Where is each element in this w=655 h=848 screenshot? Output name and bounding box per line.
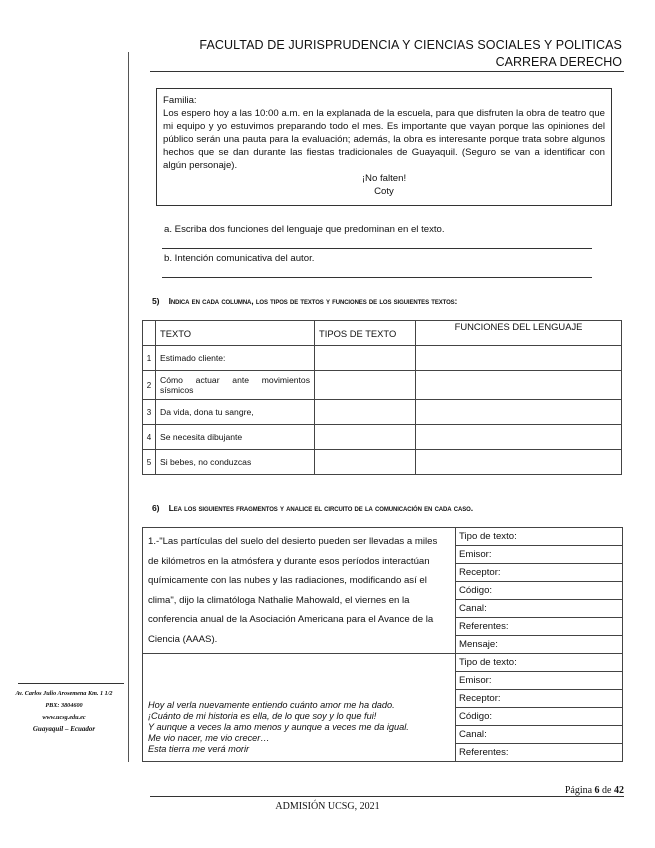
- label-referentes[interactable]: Referentes:: [456, 618, 623, 636]
- page-number: [565, 785, 624, 796]
- table-row: [143, 400, 622, 425]
- table-row: [143, 654, 623, 672]
- question-b: b. Intención comunicativa del autor.: [164, 253, 315, 264]
- label-codigo[interactable]: Código:: [456, 708, 623, 726]
- sidebar-address: Av. Carlos Julio Arosemena Km. 1 1/2: [15, 690, 113, 697]
- poem-line: Y aunque a veces la amo menos y aunque a veces me da igual.: [148, 722, 409, 732]
- header-funciones: FUNCIONES DEL LENGUAJE: [416, 321, 622, 346]
- label-emisor[interactable]: Emisor:: [456, 672, 623, 690]
- row-number: 1: [143, 346, 156, 371]
- faculty-title: FACULTAD DE JURISPRUDENCIA Y CIENCIAS SOCIALES Y POLITICAS: [199, 38, 622, 52]
- text-types-table: [142, 320, 622, 475]
- label-tipo-de-texto[interactable]: Tipo de texto:: [456, 528, 623, 546]
- letter-signature: Coty: [374, 186, 394, 197]
- question-a: a. Escriba dos funciones del lenguaje que predominan en el texto.: [164, 224, 445, 235]
- table-cell: [143, 321, 156, 346]
- table-row: [143, 425, 622, 450]
- header-texto: TEXTO: [156, 321, 315, 346]
- row-text: Estimado cliente:: [156, 346, 315, 371]
- letter-box: [156, 88, 612, 206]
- poem-line: ¡Cuánto de mi historia es ella, de lo que soy y lo que fui!: [148, 711, 377, 721]
- header-tipos: TIPOS DE TEXTO: [315, 321, 416, 346]
- answer-line-a: [162, 248, 592, 249]
- tipo-cell[interactable]: [315, 371, 416, 400]
- poem-line: Esta tierra me verá morir: [148, 744, 250, 754]
- tipo-cell[interactable]: [315, 450, 416, 475]
- row-text: Da vida, dona tu sangre,: [156, 400, 315, 425]
- label-codigo[interactable]: Código:: [456, 582, 623, 600]
- label-emisor[interactable]: Emisor:: [456, 546, 623, 564]
- label-mensaje[interactable]: Mensaje:: [456, 636, 623, 654]
- poem-line: Hoy al verla nuevamente entiendo cuánto amor me ha dado.: [148, 700, 395, 710]
- sidebar-rule: [18, 683, 124, 684]
- sidebar-city: Guayaquil – Ecuador: [32, 725, 96, 733]
- table-header-row: [143, 321, 622, 346]
- row-text: Si bebes, no conduzcas: [156, 450, 315, 475]
- tipo-cell[interactable]: [315, 346, 416, 371]
- sidebar-web: www.ucsg.edu.ec: [42, 714, 86, 721]
- admission-text: ADMISIÓN UCSG, 2021: [275, 801, 380, 812]
- fragment-1-text: 1.-"Las partículas del suelo del desierto pueden ser llevadas a miles de kilómetros en la atmósfera y durante esos períodos interactúan químicamente con las nubes y las radiaciones, modificando así el clima", dijo la climatóloga Nathalie Mahowald, el viernes en la conferencia anual de la Asociación Americana para el Avance de la Ciencia (AAAS).: [143, 528, 456, 654]
- row-text: Se necesita dibujante: [156, 425, 315, 450]
- row-number: 4: [143, 425, 156, 450]
- sidebar-pbx: PBX: 3804600: [45, 702, 83, 709]
- section-6-heading: [152, 503, 473, 513]
- label-referentes[interactable]: Referentes:: [456, 744, 623, 762]
- header-rule: [150, 71, 624, 72]
- page-prefix: Página: [564, 785, 595, 796]
- table-row: [143, 371, 622, 400]
- communication-circuit-table: [142, 527, 623, 762]
- table-row: [143, 450, 622, 475]
- row-number: 2: [143, 371, 156, 400]
- funcion-cell[interactable]: [416, 400, 622, 425]
- section-5-number: 5): [152, 296, 160, 306]
- table-row: [143, 528, 623, 546]
- row-text: Cómo actuar ante movimientos sísmicos: [156, 371, 315, 400]
- funcion-cell[interactable]: [416, 450, 622, 475]
- label-canal[interactable]: Canal:: [456, 726, 623, 744]
- tipo-cell[interactable]: [315, 400, 416, 425]
- poem-line: Me vio nacer, me vio crecer…: [148, 733, 270, 743]
- section-5-heading: [152, 296, 457, 306]
- page-sep: de: [599, 785, 614, 796]
- career-title: CARRERA DERECHO: [495, 55, 622, 69]
- letter-body: Los espero hoy a las 10:00 a.m. en la explanada de la escuela, para que disfruten la obra de teatro que mi equipo y yo estuvimos preparando todo el mes. Es importante que vayan porque las opiniones del público serán una pauta para la evaluación; además, la obra es interesante porque trata sobre algunos hechos que se dan durante las fiestas tradicionales de Guayaquil. (Seguro se van a identificar con algún personaje).: [163, 108, 605, 171]
- left-margin-rule: [128, 52, 129, 762]
- row-number: 3: [143, 400, 156, 425]
- page-total: 42: [614, 785, 624, 796]
- footer-admission: [0, 801, 655, 812]
- section-5-title: Indica en cada columna, los tipos de textos y funciones de los siguientes textos:: [168, 296, 458, 306]
- table-row: [143, 346, 622, 371]
- letter-greeting: Familia:: [163, 95, 197, 106]
- section-6-number: 6): [152, 503, 160, 513]
- footer-rule: [150, 796, 624, 797]
- section-6-title: Lea los siguientes fragmentos y analice el circuito de la comunicación en cada caso.: [168, 503, 474, 513]
- fragment-2-text: [143, 654, 456, 762]
- label-receptor[interactable]: Receptor:: [456, 564, 623, 582]
- row-number: 5: [143, 450, 156, 475]
- letter-closing: ¡No falten!: [361, 173, 407, 184]
- funcion-cell[interactable]: [416, 346, 622, 371]
- label-canal[interactable]: Canal:: [456, 600, 623, 618]
- page-current: 6: [594, 785, 600, 796]
- label-receptor[interactable]: Receptor:: [456, 690, 623, 708]
- funcion-cell[interactable]: [416, 425, 622, 450]
- tipo-cell[interactable]: [315, 425, 416, 450]
- answer-line-b: [162, 277, 592, 278]
- label-tipo-de-texto[interactable]: Tipo de texto:: [456, 654, 623, 672]
- funcion-cell[interactable]: [416, 371, 622, 400]
